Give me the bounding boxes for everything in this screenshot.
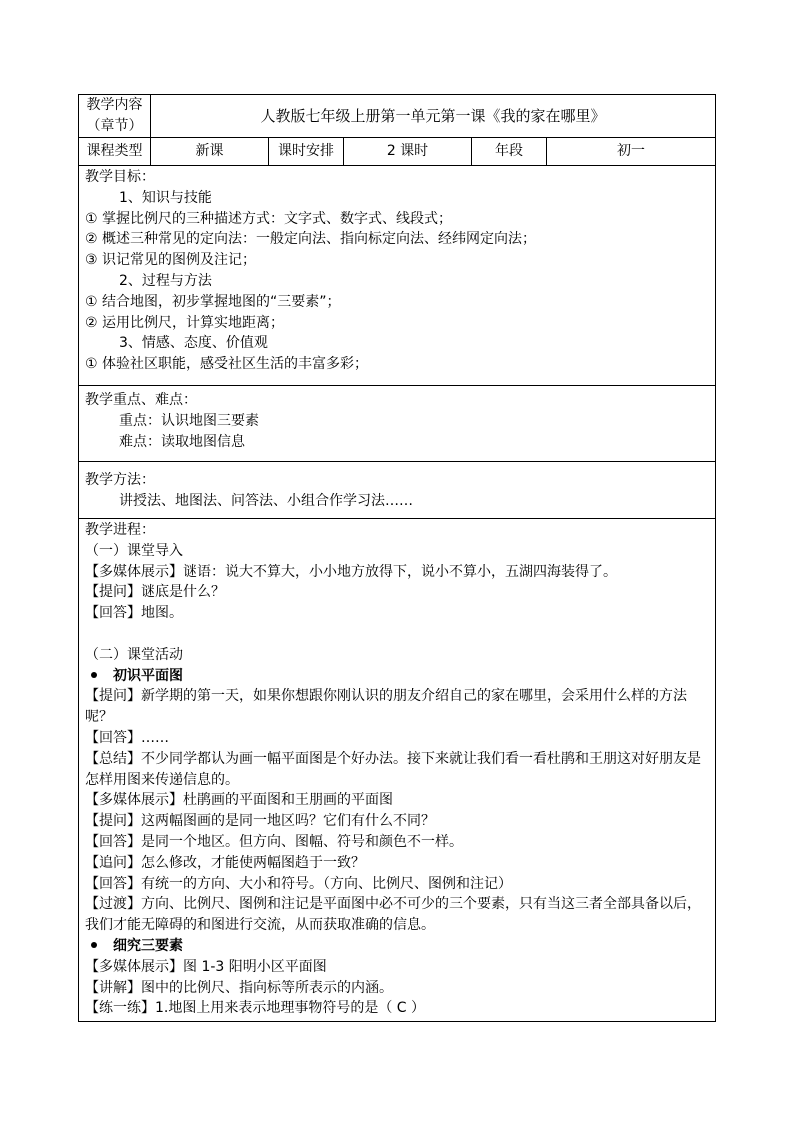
class-hours-value: 2 课时 (344, 138, 472, 166)
goal-line: ① 结合地图，初步掌握地图的“三要素”； (85, 293, 341, 310)
lesson-plan-document (78, 94, 715, 1022)
section-heading (85, 666, 711, 687)
activity-line: 【总结】不少同学都认为画一幅平面图是个好办法。接下来就让我们看一看杜鹃和王朋这对好朋友是怎样用图来传递信息的。 (85, 750, 701, 788)
keypoints-cell (79, 386, 716, 462)
goal-line: ③ 识记常见的图例及注记； (85, 252, 257, 269)
content-label-line2: （章节） (86, 118, 143, 134)
methods-text: 讲授法、地图法、问答法、小组合作学习法…… (119, 492, 413, 509)
process-title: 教学进程： (85, 522, 155, 538)
activity-line: 【回答】有统一的方向、大小和符号。（方向、比例尺、图例和注记） (85, 875, 512, 892)
goal-line: 3、情感、态度、价值观 (119, 335, 268, 352)
activity-line: 【回答】是同一个地区。但方向、图幅、符号和颜色不一样。 (85, 833, 463, 850)
activity-line: 【追问】怎么修改，才能使两幅图趋于一致？ (85, 854, 365, 871)
keypoint-difficulty: 难点：读取地图信息 (119, 433, 245, 450)
goals-row (79, 166, 716, 386)
course-type-label: 课程类型 (79, 138, 151, 166)
goal-line: ① 体验社区职能，感受社区生活的丰富多彩； (85, 356, 368, 373)
section1-title: 初识平面图 (113, 667, 183, 684)
process-row (79, 519, 716, 1022)
course-type-value: 新课 (151, 138, 269, 166)
keypoint-focus: 重点：认识地图三要素 (119, 412, 259, 429)
activity-line: 【讲解】图中的比例尺、指向标等所表示的内涵。 (85, 979, 393, 996)
goal-line: ② 运用比例尺，计算实地距离； (85, 314, 285, 331)
goal-line: 2、过程与方法 (119, 272, 212, 289)
grade-value: 初一 (547, 138, 716, 166)
goals-title: 教学目标： (85, 169, 155, 185)
activity-line: 【练一练】1.地图上用来表示地理事物符号的是（ C ） (85, 1000, 426, 1017)
goals-cell (79, 166, 716, 386)
content-label-cell (79, 95, 151, 138)
class-hours-label: 课时安排 (269, 138, 344, 166)
bullet-icon (91, 942, 97, 948)
activity-line: 【提问】新学期的第一天，如果你想跟你刚认识的朋友介绍自己的家在哪里，会采用什么样的方法呢？ (85, 688, 687, 726)
grade-label: 年段 (472, 138, 547, 166)
methods-title: 教学方法： (85, 472, 155, 488)
activity-line: 【提问】这两幅图画的是同一地区吗？它们有什么不同？ (85, 813, 435, 830)
spacer (85, 624, 711, 645)
activity-line: 【多媒体展示】杜鹃画的平面图和王朋画的平面图 (85, 792, 393, 809)
keypoints-row (79, 386, 716, 462)
goal-line: 1、知识与技能 (119, 189, 212, 206)
content-label-line1: 教学内容 (86, 97, 143, 114)
section2-title: 细究三要素 (113, 937, 183, 954)
activity-line: 【多媒体展示】图 1-3 阳明小区平面图 (85, 958, 327, 975)
activity-line: 【回答】…… (85, 729, 169, 746)
section-heading (85, 936, 711, 957)
content-row (79, 95, 716, 138)
methods-row (79, 462, 716, 519)
activity-line: 【过渡】方向、比例尺、图例和注记是平面图中必不可少的三个要素，只有当这三者全部具备以后，我们才能无障碍的和图进行交流，从而获取准确的信息。 (85, 896, 701, 934)
goal-line: ① 掌握比例尺的三种描述方式：文字式、数字式、线段式； (85, 210, 452, 227)
goal-line: ② 概述三种常见的定向法：一般定向法、指向标定向法、经纬网定向法； (85, 231, 536, 248)
bullet-icon (91, 672, 97, 678)
intro-heading: （一）课堂导入 (85, 542, 183, 559)
methods-cell (79, 462, 716, 519)
keypoints-title: 教学重点、难点： (85, 392, 197, 408)
intro-line: 【提问】谜底是什么？ (85, 584, 225, 601)
intro-line: 【多媒体展示】谜语：说大不算大，小小地方放得下，说小不算小，五湖四海装得了。 (85, 563, 617, 580)
activity-heading: （二）课堂活动 (85, 646, 183, 663)
intro-line: 【回答】地图。 (85, 605, 183, 622)
lesson-plan-table (78, 94, 716, 1022)
course-info-row (79, 138, 716, 166)
process-cell (79, 519, 716, 1022)
content-value-cell: 人教版七年级上册第一单元第一课《我的家在哪里》 (151, 95, 716, 138)
